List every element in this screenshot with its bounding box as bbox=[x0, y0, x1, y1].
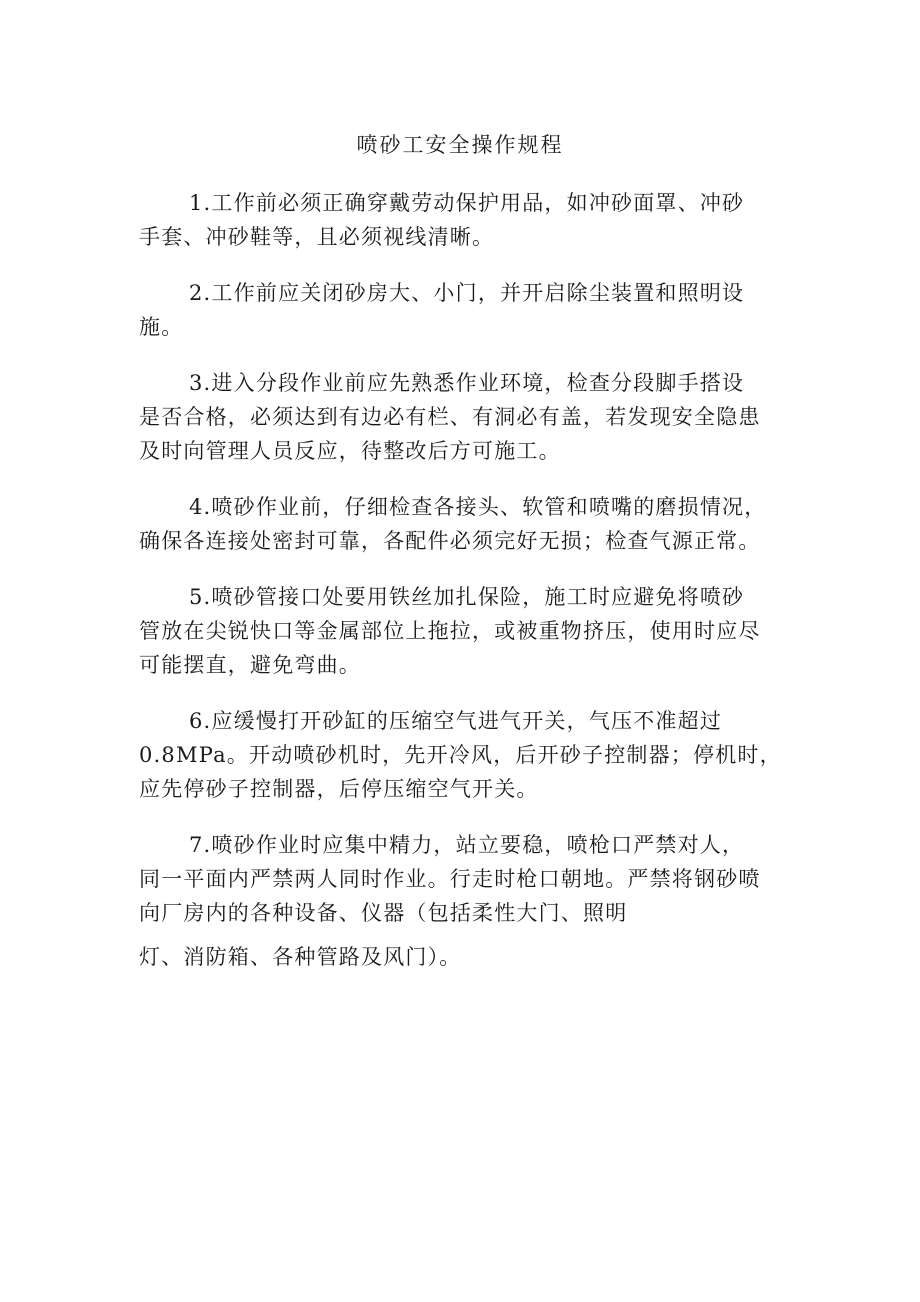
paragraph-line: 0.8MPa。开动喷砂机时，先开冷风，后开砂子控制器；停机时， bbox=[139, 743, 782, 767]
paragraph-2 bbox=[139, 276, 799, 344]
paragraph-line: 5.喷砂管接口处要用铁丝加扎保险，施工时应避免将喷砂 bbox=[189, 585, 745, 609]
paragraph-3 bbox=[139, 366, 799, 468]
paragraph-5 bbox=[139, 580, 799, 682]
document-body bbox=[139, 186, 799, 974]
paragraph-4 bbox=[139, 490, 799, 558]
paragraph-line: 施。 bbox=[139, 315, 184, 339]
document-title: 喷砂工安全操作规程 bbox=[356, 133, 564, 157]
paragraph-line: 2.工作前应关闭砂房大、小门，并开启除尘装置和照明设 bbox=[189, 281, 745, 305]
paragraph-line: 是否合格，必须达到有边必有栏、有洞必有盖，若发现安全隐患 bbox=[139, 405, 761, 429]
paragraph-line: 手套、冲砂鞋等，且必须视线清晰。 bbox=[139, 225, 495, 249]
paragraph-6 bbox=[139, 704, 799, 806]
paragraph-7-continuation: 灯、消防箱、各种管路及风门）。 bbox=[139, 945, 462, 969]
paragraph-line: 可能摆直，避免弯曲。 bbox=[139, 653, 361, 677]
paragraph-line: 管放在尖锐快口等金属部位上拖拉，或被重物挤压，使用时应尽 bbox=[139, 619, 761, 643]
paragraph-line: 应先停砂子控制器，后停压缩空气开关。 bbox=[139, 777, 539, 801]
paragraph-line: 确保各连接处密封可靠，各配件必须完好无损；检查气源正常。 bbox=[139, 529, 761, 553]
paragraph-line: 同一平面内严禁两人同时作业。行走时枪口朝地。严禁将钢砂喷 bbox=[139, 867, 761, 891]
paragraph-line: 1.工作前必须正确穿戴劳动保护用品，如冲砂面罩、冲砂 bbox=[189, 191, 745, 215]
paragraph-1 bbox=[139, 186, 799, 254]
paragraph-7 bbox=[139, 828, 799, 930]
paragraph-line: 向厂房内的各种设备、仪器（包括柔性大门、照明 bbox=[139, 901, 628, 925]
paragraph-line: 4.喷砂作业前，仔细检查各接头、软管和喷嘴的磨损情况， bbox=[189, 495, 767, 519]
paragraph-line: 6.应缓慢打开砂缸的压缩空气进气开关，气压不准超过 bbox=[189, 709, 723, 733]
paragraph-line: 7.喷砂作业时应集中精力，站立要稳，喷枪口严禁对人， bbox=[189, 833, 745, 857]
paragraph-line: 3.进入分段作业前应先熟悉作业环境，检查分段脚手搭设 bbox=[189, 371, 745, 395]
paragraph-line: 及时向管理人员反应，待整改后方可施工。 bbox=[139, 439, 561, 463]
